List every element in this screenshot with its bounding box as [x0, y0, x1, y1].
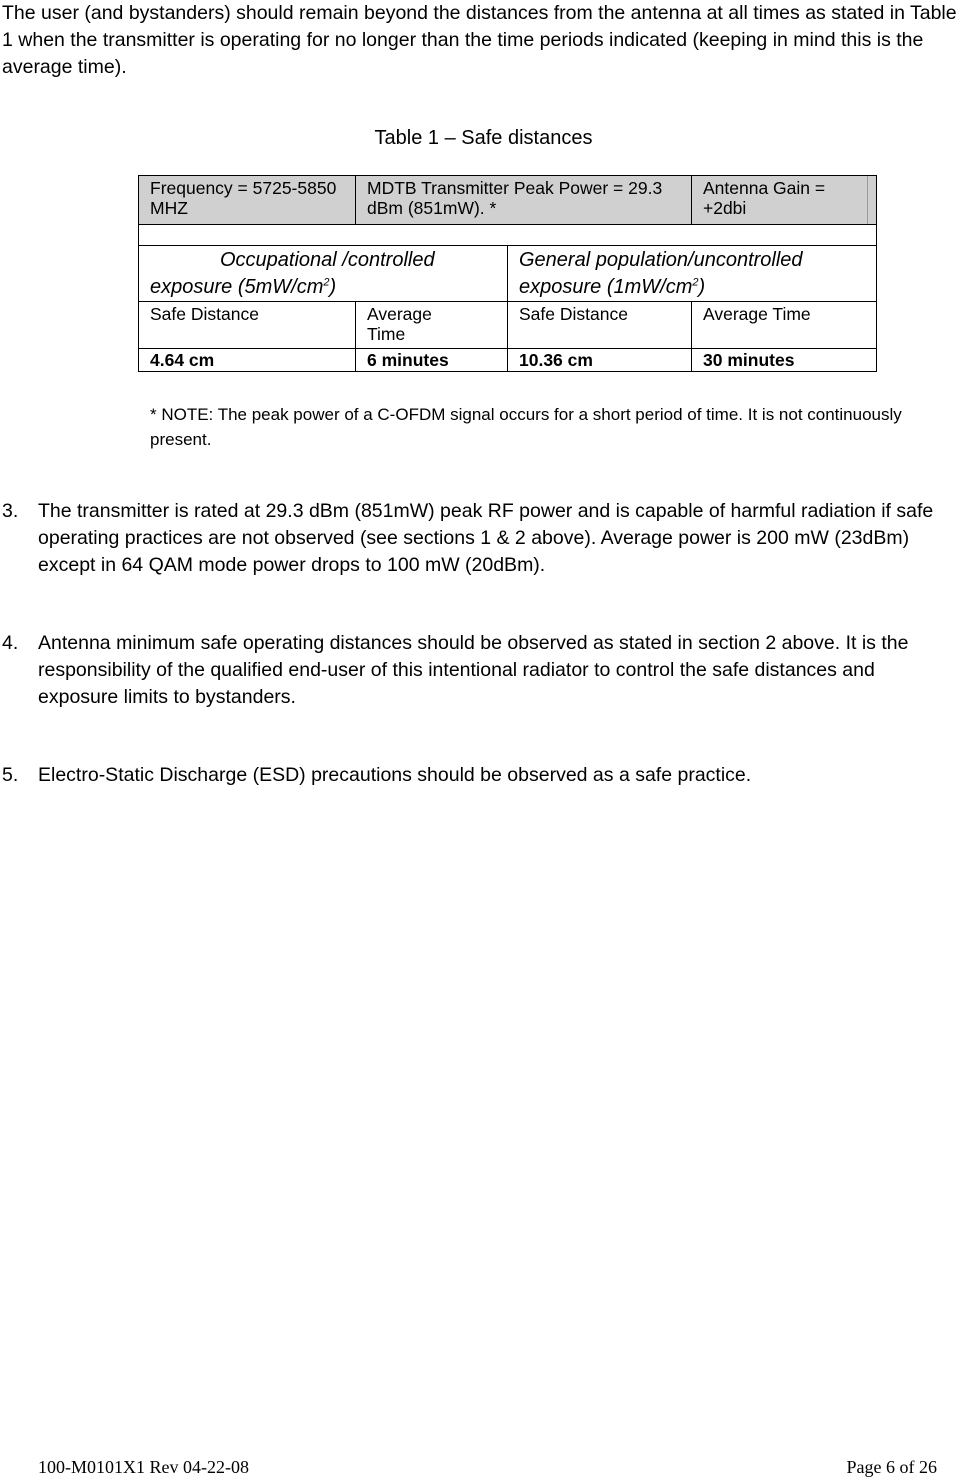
antenna-gain-cell: Antenna Gain = +2dbi	[692, 176, 877, 225]
footer-page-number: Page 6 of 26	[846, 1457, 937, 1477]
list-item-text: The transmitter is rated at 29.3 dBm (851mW) peak RF power and is capable of harmful radiation if safe operating practices are not observed (see sections 1 & 2 above). Average power is 200 mW (23dBm) except in 64 QAM mode power drops to 100 mW (20dBm).	[38, 500, 934, 576]
table-note: * NOTE: The peak power of a C-OFDM signal occurs for a short period of time. It is not continuously present.	[150, 405, 902, 449]
table-caption: Table 1 – Safe distances	[374, 127, 593, 149]
footer-doc-id: 100-M0101X1 Rev 04-22-08	[38, 1457, 249, 1477]
exposure-row	[139, 246, 877, 302]
table-cell: 30 minutes	[692, 349, 877, 372]
table-cell: 10.36 cm	[508, 349, 692, 372]
values-row	[139, 349, 877, 372]
occupational-exposure-cell	[139, 246, 508, 302]
occupational-exposure-label: Occupational /controlled exposure (5mW/cm	[150, 249, 435, 298]
column-header: Safe Distance	[508, 302, 692, 349]
list-item-number: 5.	[2, 764, 19, 786]
frequency-cell: Frequency = 5725-5850 MHZ	[139, 176, 356, 225]
closing-paren: )	[698, 276, 706, 298]
column-header: Safe Distance	[139, 302, 356, 349]
general-exposure-label: General population/uncontrolled exposure (1mW/cm	[519, 249, 803, 298]
list-item-number: 3.	[2, 500, 19, 522]
superscript: 2	[323, 276, 330, 289]
table-spacer-row	[139, 225, 877, 246]
list-item-text: Electro-Static Discharge (ESD) precautions should be observed as a safe practice.	[38, 764, 752, 786]
column-header: Average Time	[692, 302, 877, 349]
column-header: Average Time	[356, 302, 508, 349]
safe-distances-table	[138, 175, 877, 372]
table-cell: 4.64 cm	[139, 349, 356, 372]
peak-power-cell: MDTB Transmitter Peak Power = 29.3 dBm (851mW). *	[356, 176, 692, 225]
superscript: 2	[692, 276, 699, 289]
list-item-text: Antenna minimum safe operating distances should be observed as stated in section 2 above. It is the responsibility of the qualified end-user of this intentional radiator to control the safe distances and exposure limits to bystanders.	[38, 632, 909, 708]
intro-paragraph: The user (and bystanders) should remain beyond the distances from the antenna at all times as stated in Table 1 when the transmitter is operating for no longer than the time periods indicated (keeping in mind this is the average time).	[2, 2, 957, 78]
table-cell: 6 minutes	[356, 349, 508, 372]
column-header-row	[139, 302, 877, 349]
closing-paren: )	[329, 276, 337, 298]
table-header-row	[139, 176, 877, 225]
general-exposure-cell	[508, 246, 877, 302]
list-item-number: 4.	[2, 632, 19, 654]
